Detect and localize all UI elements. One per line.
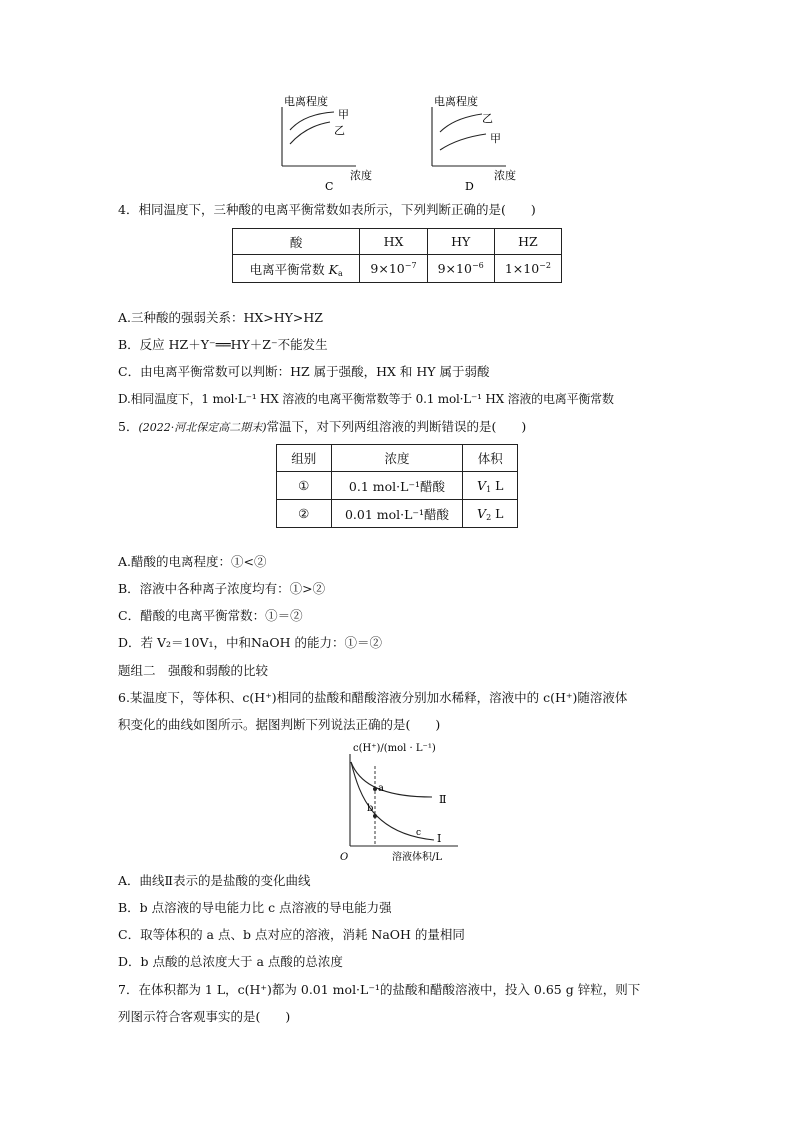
figure-c-upper-label: 甲 (338, 108, 349, 121)
figure-c-xlabel: 浓度 (350, 169, 372, 182)
q4-th-hz: HZ (494, 229, 561, 255)
q4-th-acid: 酸 (233, 229, 360, 255)
q6-stem-line1: 6.某温度下，等体积、c(H⁺)相同的盐酸和醋酸溶液分别加水稀释，溶液中的 c(H⁺)随溶液体 (118, 690, 628, 705)
q6-label-b: b (367, 803, 374, 814)
q7-line1: 7．在体积都为 1 L，c(H⁺)都为 0.01 mol·L⁻¹的盐酸和醋酸溶液中，投入 0.65 g 锌粒，则下 (118, 982, 641, 997)
q6-curve-lower (351, 762, 434, 840)
q5-conc-1: 0.1 mol·L⁻¹醋酸 (331, 472, 463, 500)
q5-vol-2: $V_2$ L (463, 500, 518, 528)
figure-d (420, 92, 540, 196)
q6-point-b (373, 814, 377, 818)
q5-vol-1: $V_1$ L (463, 472, 518, 500)
figure-d-ylabel: 电离程度 (434, 95, 478, 108)
q6-label-c: c (416, 828, 422, 838)
q4-option-a: A.三种酸的强弱关系：HX>HY>HZ (118, 310, 323, 325)
q6-fig-ylabel: c(H⁺)/(mol · L⁻¹) (353, 743, 436, 754)
q5-source: (2022·河北保定高二期末) (138, 421, 267, 434)
q4-row-label: 电离平衡常数 $K_a$ (233, 255, 360, 283)
q5-group-1: ① (277, 472, 332, 500)
q4-option-d: D.相同温度下，1 mol·L⁻¹ HX 溶液的电离平衡常数等于 0.1 mol·L⁻¹ HX 溶液的电离平衡常数 (118, 392, 614, 406)
q4-ka-hx: $9\times 10^{-7}$ (360, 255, 427, 283)
figure-c-ylabel: 电离程度 (284, 95, 328, 108)
q6-curve-upper (351, 762, 432, 797)
figure-d-curve-upper (440, 114, 482, 132)
q7-line2: 列图示符合客观事实的是( ) (118, 1009, 291, 1024)
q5-option-d: D．若 V₂＝10V₁，中和NaOH 的能力：①＝② (118, 635, 382, 650)
q6-label-a: a (378, 783, 384, 794)
figure-c-curve-lower (290, 122, 330, 144)
q6-fig-origin: O (340, 852, 349, 863)
q4-ka-hy: $9\times 10^{-6}$ (427, 255, 494, 283)
q6-label-upper-curve: Ⅱ (439, 793, 447, 806)
q6-option-b: B．b 点溶液的导电能力比 c 点溶液的导电能力强 (118, 900, 392, 915)
q6-option-d: D．b 点酸的总浓度大于 a 点酸的总浓度 (118, 954, 343, 969)
q4-ka-hz: $1\times 10^{-2}$ (494, 255, 561, 283)
q5-option-c: C．醋酸的电离平衡常数：①＝② (118, 608, 303, 623)
figure-d-curve-lower (440, 134, 486, 150)
q6-point-a (373, 787, 377, 791)
q4-option-b: B．反应 HZ＋Y⁻══HY＋Z⁻不能发生 (118, 337, 328, 352)
q5-table (276, 444, 518, 528)
q4-th-hy: HY (427, 229, 494, 255)
q5-option-b: B．溶液中各种离子浓度均有：①>② (118, 581, 326, 596)
q6-stem-line2: 积变化的曲线如图所示。据图判断下列说法正确的是( ) (118, 717, 441, 732)
q5-th-group: 组别 (277, 445, 332, 472)
figure-d-caption: D (465, 180, 474, 193)
q4-table (232, 228, 562, 283)
q5-conc-2: 0.01 mol·L⁻¹醋酸 (331, 500, 463, 528)
section-heading: 题组二 强酸和弱酸的比较 (118, 663, 269, 678)
figure-d-upper-label: 乙 (482, 112, 493, 125)
q6-fig-xlabel: 溶液体积/L (392, 852, 443, 863)
q6-label-lower-curve: Ⅰ (437, 832, 442, 845)
q5-option-a: A.醋酸的电离程度：①<② (118, 554, 267, 569)
figure-c (270, 92, 390, 196)
q4-th-hx: HX (360, 229, 427, 255)
q6-option-a: A．曲线Ⅱ表示的是盐酸的变化曲线 (118, 873, 311, 888)
q5-group-2: ② (277, 500, 332, 528)
figure-c-caption: C (325, 180, 334, 193)
figure-d-xlabel: 浓度 (494, 169, 516, 182)
q6-figure (336, 740, 466, 868)
q6-option-c: C．取等体积的 a 点、b 点对应的溶液，消耗 NaOH 的量相同 (118, 927, 465, 942)
q4-option-c: C．由电离平衡常数可以判断：HZ 属于强酸，HX 和 HY 属于弱酸 (118, 364, 490, 379)
q5-th-conc: 浓度 (331, 445, 463, 472)
figure-d-lower-label: 甲 (490, 132, 501, 145)
q5-th-vol: 体积 (463, 445, 518, 472)
q4-stem: 4．相同温度下，三种酸的电离平衡常数如表所示，下列判断正确的是( ) (118, 202, 536, 217)
q5-stem: 5．(2022·河北保定高二期末)常温下，对下列两组溶液的判断错误的是( ) (118, 419, 527, 434)
figure-c-lower-label: 乙 (334, 124, 345, 137)
